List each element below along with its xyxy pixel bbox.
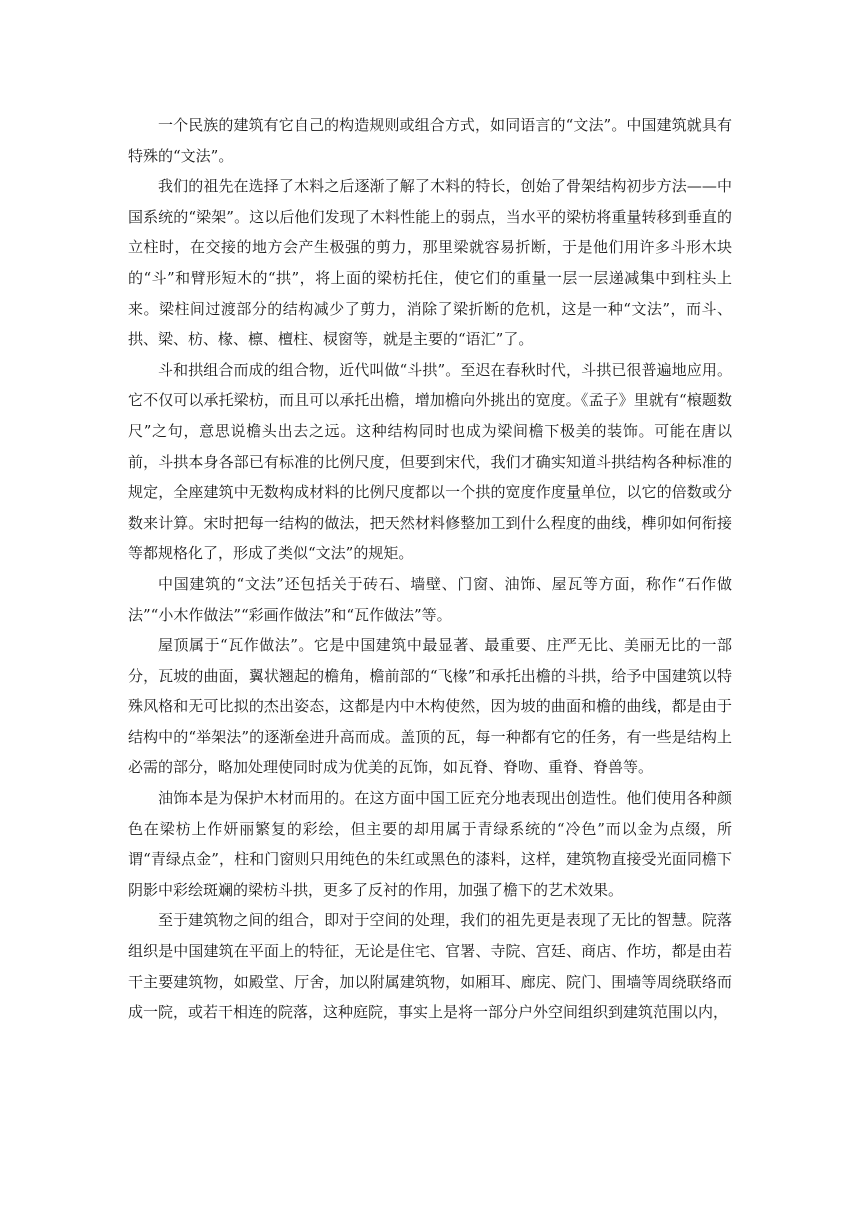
paragraph-6: 油饰本是为保护木材而用的。在这方面中国工匠充分地表现出创造性。他们使用各种颜色在梁枋上作妍丽繁复的彩绘，但主要的却用属于青绿系统的“冷色”而以金为点缀，所谓“青绿点金”，柱和门窗则只用纯色的朱红或黑色的漆料，这样，建筑物直接受光面同檐下阴影中彩绘斑斓的梁枋斗拱，更多了反衬的作用，加强了檐下的艺术效果。	[128, 789, 732, 899]
paragraph-7: 至于建筑物之间的组合，即对于空间的处理，我们的祖先更是表现了无比的智慧。院落组织是中国建筑在平面上的特征，无论是住宅、官署、寺院、宫廷、商店、作坊，都是由若干主要建筑物，如殿堂、厅舍，加以附属建筑物，如厢耳、廊庑、院门、围墙等周绕联络而成一院，或若干相连的院落，这种庭院，事实上是将一部分户外空间组织到建筑范围以内，	[128, 911, 732, 1022]
paragraph-5: 屋顶属于“瓦作做法”。它是中国建筑中最显著、最重要、庄严无比、美丽无比的一部分，瓦坡的曲面，翼状翘起的檐角，檐前部的“飞椽”和承托出檐的斗拱，给予中国建筑以特殊风格和无可比拟的杰出姿态，这都是内中木构使然，因为坡的曲面和檐的曲线，都是由于结构中的“举架法”的逐渐垒进升高而成。盖顶的瓦，每一种都有它的任务，有一些是结构上必需的部分，略加处理使同时成为优美的瓦饰，如瓦脊、脊吻、重脊、脊兽等。	[128, 636, 732, 777]
document-body	[128, 110, 732, 1028]
paragraph-4: 中国建筑的“文法”还包括关于砖石、墙壁、门窗、油饰、屋瓦等方面，称作“石作做法”“小木作做法”“彩画作做法”和“瓦作做法”等。	[128, 574, 732, 624]
paragraph-1: 一个民族的建筑有它自己的构造规则或组合方式，如同语言的“文法”。中国建筑就具有特殊的“文法”。	[128, 116, 732, 165]
paragraph-3: 斗和拱组合而成的组合物，近代叫做“斗拱”。至迟在春秋时代，斗拱已很普遍地应用。它不仅可以承托梁枋，而且可以承托出檐，增加檐向外挑出的宽度。《孟子》里就有“榱题数尺”之句，意思说檐头出去之远。这种结构同时也成为梁间檐下极美的装饰。可能在唐以前，斗拱本身各部已有标准的比例尺度，但要到宋代，我们才确实知道斗拱结构各种标准的规定，全座建筑中无数构成材料的比例尺度都以一个拱的宽度作度量单位，以它的倍数或分数来计算。宋时把每一结构的做法，把天然材料修整加工到什么程度的曲线，榫卯如何衔接等都规格化了，形成了类似“文法”的规矩。	[128, 360, 732, 563]
paragraph-2: 我们的祖先在选择了木料之后逐渐了解了木料的特长，创始了骨架结构初步方法——中国系统的“梁架”。这以后他们发现了木料性能上的弱点，当水平的梁枋将重量转移到垂直的立柱时，在交接的地方会产生极强的剪力，那里梁就容易折断，于是他们用许多斗形木块的“斗”和臂形短木的“拱”，将上面的梁枋托住，使它们的重量一层一层递减集中到柱头上来。梁柱间过渡部分的结构减少了剪力，消除了梁折断的危机，这是一种“文法”，而斗、拱、梁、枋、椽、檩、檀柱、棂窗等，就是主要的“语汇”了。	[128, 177, 732, 349]
